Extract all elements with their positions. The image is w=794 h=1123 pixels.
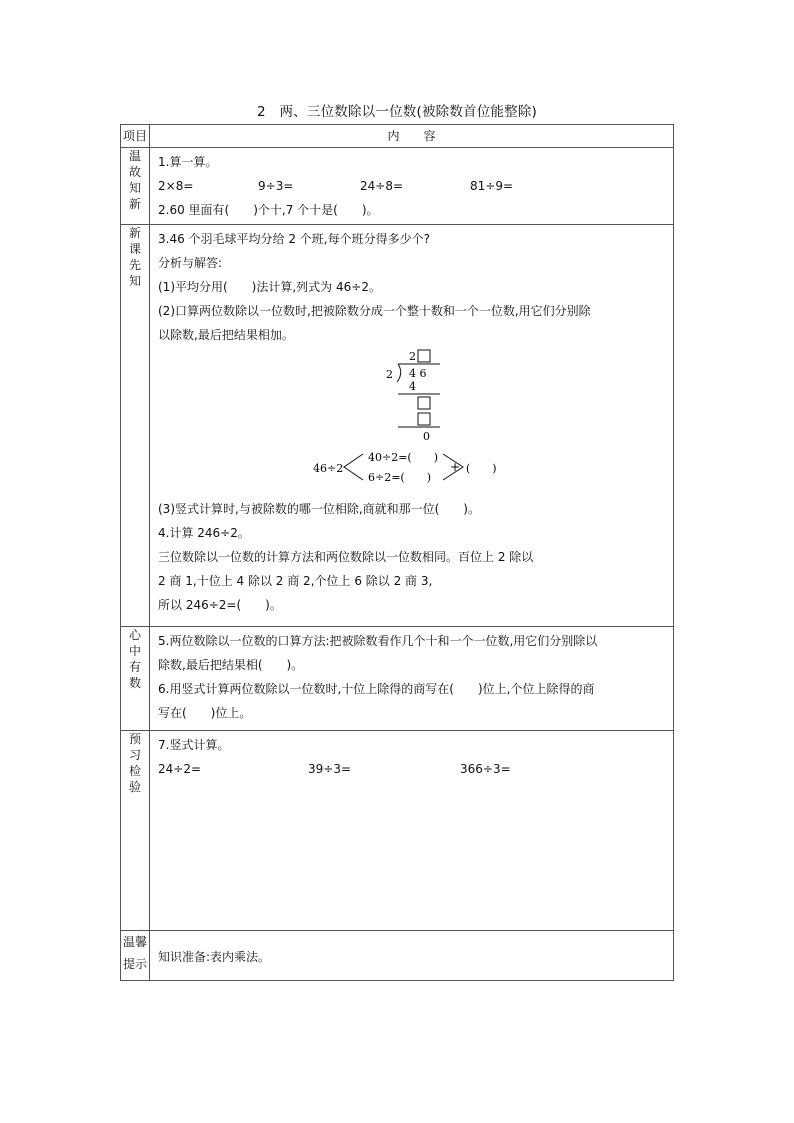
question-6-line-a: 6.用竖式计算两位数除以一位数时,十位上除得的商写在( )位上,个位上除得的商: [158, 682, 595, 696]
equation: 366÷3=: [460, 762, 511, 776]
division-svg: [158, 347, 678, 497]
answer-box: [418, 397, 430, 409]
answer-box: [418, 413, 430, 425]
equation-row-preview: [158, 757, 665, 781]
remainder-digit: 0: [423, 430, 430, 443]
divisor-digit: 2: [386, 368, 393, 381]
tip-text: 知识准备:表内乘法。: [158, 949, 271, 964]
subtract-digit: 4: [409, 380, 416, 393]
question-4-line-a: 三位数除以一位数的计算方法和两位数除以一位数相同。百位上 2 除以: [158, 550, 534, 564]
part-1: (1)平均分用( )法计算,列式为 46÷2。: [158, 280, 381, 294]
question-6-line-b: 写在( )位上。: [158, 706, 252, 720]
section-mind: [121, 627, 674, 731]
question-2: 2.60 里面有( )个十,7 个十是( )。: [158, 203, 379, 217]
split-expression: 46÷2: [313, 462, 344, 475]
equation-row-review: [158, 174, 665, 198]
header-content-label: 内 容: [150, 125, 674, 148]
section-content-newlesson: [150, 225, 674, 627]
section-preview: [121, 731, 674, 931]
lesson-table: [120, 124, 674, 981]
equation: 24÷2=: [158, 762, 202, 776]
part-2-line-b: 以除数,最后把结果相加。: [158, 328, 294, 342]
section-review: [121, 148, 674, 225]
plus-sign: +: [450, 460, 461, 474]
dividend-digits: 4 6: [409, 367, 427, 380]
split-top: 40÷2=( ): [368, 451, 439, 464]
equation: 9÷3=: [258, 179, 294, 193]
question-4-line-c: 所以 246÷2=( )。: [158, 598, 282, 612]
split-bottom: 6÷2=( ): [368, 471, 432, 484]
section-content-mind: [150, 627, 674, 731]
quotient-digit: 2: [409, 350, 416, 363]
part-3: (3)竖式计算时,与被除数的哪一位相除,商就和那一位( )。: [158, 502, 480, 516]
equation: 81÷9=: [470, 179, 514, 193]
section-label-preview: 预习检验: [121, 731, 150, 931]
division-bracket: [397, 364, 401, 382]
equation: 2×8=: [158, 179, 194, 193]
question-4: 4.计算 246÷2。: [158, 526, 250, 540]
question-7: 7.竖式计算。: [158, 738, 230, 752]
section-tip: [121, 931, 674, 981]
question-4-line-b: 2 商 1,十位上 4 除以 2 商 2,个位上 6 除以 2 商 3,: [158, 574, 433, 588]
section-content-preview: [150, 731, 674, 931]
section-content-tip: [150, 931, 674, 981]
analysis-label: 分析与解答:: [158, 256, 223, 270]
equation: 39÷3=: [308, 762, 352, 776]
section-label-mind: 心中有数: [121, 627, 150, 731]
page-title: 2 两、三位数除以一位数(被除数首位能整除): [256, 104, 538, 120]
part-2-line-a: (2)口算两位数除以一位数时,把被除数分成一个整十数和一个一位数,用它们分别除: [158, 304, 591, 318]
header-item-label: 项目: [121, 125, 150, 148]
split-bracket-left: [344, 454, 363, 480]
split-result: ( ): [466, 462, 497, 475]
question-1: 1.算一算。: [158, 155, 218, 169]
section-content-review: [150, 148, 674, 225]
section-label-review: 温故知新: [121, 148, 150, 225]
question-3: 3.46 个羽毛球平均分给 2 个班,每个班分得多少个?: [158, 232, 430, 246]
division-diagram: [158, 347, 665, 497]
table-header-row: [121, 125, 674, 148]
question-5-line-a: 5.两位数除以一位数的口算方法:把被除数看作几个十和一个一位数,用它们分别除以: [158, 634, 598, 648]
section-label-tip: 温馨提示: [121, 931, 150, 981]
section-label-newlesson: 新课先知: [121, 225, 150, 627]
question-5-line-b: 除数,最后把结果相( )。: [158, 658, 304, 672]
section-newlesson: [121, 225, 674, 627]
equation: 24÷8=: [360, 179, 404, 193]
answer-box: [418, 350, 430, 362]
